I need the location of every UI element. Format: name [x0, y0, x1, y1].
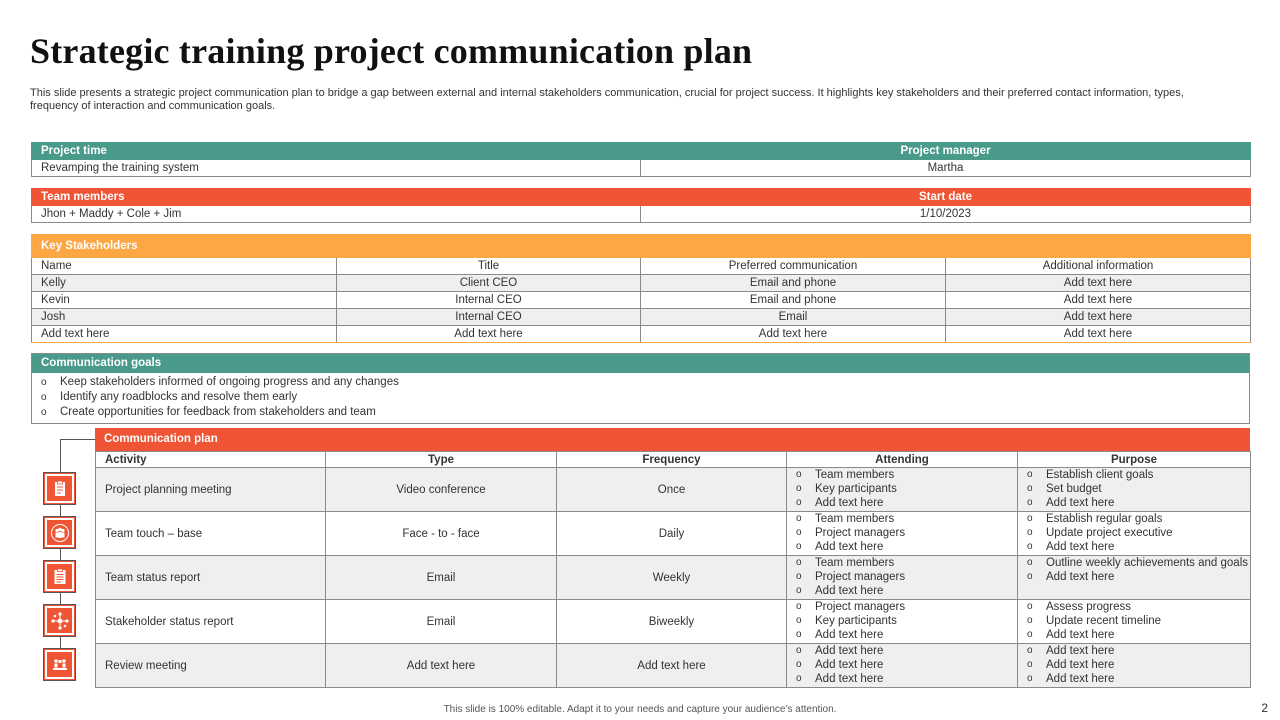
- goal-item: o Create opportunities for feedback from stakeholders and team: [41, 405, 1240, 420]
- attending-cell: [787, 512, 1018, 556]
- table-cell: Kevin: [32, 292, 337, 309]
- project-time-label: Project time: [32, 143, 641, 160]
- table-cell: Internal CEO: [337, 292, 641, 309]
- list-item-text: Team members: [815, 469, 895, 481]
- list-item-text: Update project executive: [1046, 527, 1173, 539]
- list-item-text: Project managers: [815, 527, 906, 539]
- list-item-text: Team members: [815, 557, 895, 569]
- list-item: o Add text here: [1027, 541, 1115, 553]
- clipboard-icon: [43, 472, 76, 505]
- activity-cell: Team touch – base: [96, 512, 326, 556]
- list-item: o Add text here: [1027, 659, 1115, 671]
- list-item-text: Key participants: [815, 483, 897, 495]
- list-item: o Add text here: [796, 585, 884, 597]
- activity-cell: Stakeholder status report: [96, 600, 326, 644]
- list-item-text: Establish client goals: [1046, 469, 1154, 481]
- list-item: o Add text here: [1027, 497, 1115, 509]
- list-item: o Outline weekly achievements and goals: [1027, 557, 1249, 569]
- table-row: [32, 309, 1251, 326]
- table-cell: Internal CEO: [337, 309, 641, 326]
- goal-item: o Identify any roadblocks and resolve them early: [41, 390, 1240, 405]
- slide-title: Strategic training project communication plan: [30, 31, 753, 71]
- table-row: [96, 644, 1251, 688]
- table-cell: Email and phone: [641, 275, 946, 292]
- list-item: o Team members: [796, 513, 895, 525]
- list-item-text: Project managers: [815, 601, 906, 613]
- team-members-value: Jhon + Maddy + Cole + Jim: [32, 206, 641, 223]
- meeting-icon: [43, 648, 76, 681]
- list-item: o Add text here: [1027, 629, 1115, 641]
- list-item-text: Update recent timeline: [1046, 615, 1162, 627]
- column-header: Title: [337, 258, 641, 275]
- table-cell: Email and phone: [641, 292, 946, 309]
- list-item-text: Add text here: [1046, 645, 1115, 657]
- project-info-table: [31, 142, 1251, 177]
- list-item: o Add text here: [796, 659, 884, 671]
- table-cell: Client CEO: [337, 275, 641, 292]
- purpose-cell: [1018, 512, 1251, 556]
- column-header: Purpose: [1018, 452, 1251, 468]
- purpose-cell: [1018, 556, 1251, 600]
- type-cell: Email: [326, 600, 557, 644]
- list-item: o Update recent timeline: [1027, 615, 1162, 627]
- table-row: [96, 512, 1251, 556]
- table-row: [32, 275, 1251, 292]
- list-item-text: Add text here: [1046, 673, 1115, 685]
- list-item: o Project managers: [796, 527, 906, 539]
- footer-note: This slide is 100% editable. Adapt it to your needs and capture your audience’s attention.: [443, 704, 837, 715]
- table-cell: Add text here: [32, 326, 337, 343]
- list-item: o Project managers: [796, 571, 906, 583]
- table-row: [96, 468, 1251, 512]
- table-cell: Email: [641, 309, 946, 326]
- table-cell: Add text here: [946, 292, 1251, 309]
- list-item-text: Add text here: [815, 541, 884, 553]
- communication-goals: [31, 353, 1250, 424]
- table-row: [96, 600, 1251, 644]
- table-row: [96, 556, 1251, 600]
- list-item: o Set budget: [1027, 483, 1102, 495]
- column-header: Preferred communication: [641, 258, 946, 275]
- plan-header: Communication plan: [95, 428, 1250, 451]
- list-item-text: Add text here: [815, 585, 884, 597]
- list-item: o Add text here: [796, 629, 884, 641]
- type-cell: Video conference: [326, 468, 557, 512]
- frequency-cell: Add text here: [557, 644, 787, 688]
- slide-subtitle: This slide presents a strategic project communication plan to bridge a gap between external and internal stakeholders communication, crucial for project success. It highlights key stakeholders and their preferred contact information, types, frequency of interaction and communication goals.: [30, 87, 1184, 112]
- frequency-cell: Daily: [557, 512, 787, 556]
- column-header: Additional information: [946, 258, 1251, 275]
- list-item: o Establish client goals: [1027, 469, 1154, 481]
- list-item-text: Key participants: [815, 615, 897, 627]
- timeline-connector-top: [60, 439, 95, 440]
- list-item: o Add text here: [1027, 673, 1115, 685]
- purpose-cell: [1018, 600, 1251, 644]
- table-row: [32, 326, 1251, 343]
- attending-cell: [787, 600, 1018, 644]
- team-icon: [43, 516, 76, 549]
- report-icon: [43, 560, 76, 593]
- list-item: o Assess progress: [1027, 601, 1132, 613]
- list-item-text: Add text here: [815, 673, 884, 685]
- stakeholders-table: [31, 234, 1251, 343]
- list-item-text: Project managers: [815, 571, 906, 583]
- table-cell: Kelly: [32, 275, 337, 292]
- list-item: o Team members: [796, 557, 895, 569]
- stakeholders-header: Key Stakeholders: [32, 235, 1251, 258]
- type-cell: Email: [326, 556, 557, 600]
- attending-cell: [787, 644, 1018, 688]
- communication-plan-table: [95, 451, 1251, 688]
- goal-item: o Keep stakeholders informed of ongoing progress and any changes: [41, 375, 1240, 390]
- column-header: Name: [32, 258, 337, 275]
- list-item: o Add text here: [1027, 571, 1115, 583]
- list-item-text: Add text here: [815, 497, 884, 509]
- start-date-value: 1/10/2023: [641, 206, 1251, 223]
- team-members-label: Team members: [32, 189, 641, 206]
- table-cell: Add text here: [641, 326, 946, 343]
- project-manager-value: Martha: [641, 160, 1251, 177]
- list-item-text: Add text here: [815, 629, 884, 641]
- activity-cell: Team status report: [96, 556, 326, 600]
- purpose-cell: [1018, 468, 1251, 512]
- list-item: o Establish regular goals: [1027, 513, 1163, 525]
- attending-cell: [787, 468, 1018, 512]
- list-item-text: Add text here: [1046, 571, 1115, 583]
- page-number: 2: [1261, 701, 1268, 715]
- list-item-text: Add text here: [1046, 497, 1115, 509]
- start-date-label: Start date: [641, 189, 1251, 206]
- project-time-value: Revamping the training system: [32, 160, 641, 177]
- table-cell: Add text here: [946, 309, 1251, 326]
- list-item-text: Team members: [815, 513, 895, 525]
- frequency-cell: Weekly: [557, 556, 787, 600]
- table-cell: Add text here: [337, 326, 641, 343]
- column-header: Activity: [96, 452, 326, 468]
- list-item: o Key participants: [796, 483, 897, 495]
- table-row: [32, 292, 1251, 309]
- table-cell: Add text here: [946, 326, 1251, 343]
- list-item: o Add text here: [1027, 645, 1115, 657]
- list-item: o Add text here: [796, 673, 884, 685]
- frequency-cell: Once: [557, 468, 787, 512]
- list-item: o Project managers: [796, 601, 906, 613]
- project-manager-label: Project manager: [641, 143, 1251, 160]
- list-item-text: Set budget: [1046, 483, 1102, 495]
- list-item-text: Add text here: [1046, 659, 1115, 671]
- goals-list: [32, 373, 1249, 423]
- activity-cell: Review meeting: [96, 644, 326, 688]
- list-item-text: Add text here: [1046, 541, 1115, 553]
- list-item: o Add text here: [796, 541, 884, 553]
- list-item-text: Add text here: [1046, 629, 1115, 641]
- list-item-text: Add text here: [815, 645, 884, 657]
- table-cell: Josh: [32, 309, 337, 326]
- network-icon: [43, 604, 76, 637]
- list-item: o Team members: [796, 469, 895, 481]
- list-item: o Add text here: [796, 645, 884, 657]
- list-item: o Update project executive: [1027, 527, 1173, 539]
- column-header: Frequency: [557, 452, 787, 468]
- list-item: o Add text here: [796, 497, 884, 509]
- goals-header: Communication goals: [32, 354, 1249, 373]
- list-item-text: Establish regular goals: [1046, 513, 1163, 525]
- column-header: Attending: [787, 452, 1018, 468]
- table-cell: Add text here: [946, 275, 1251, 292]
- type-cell: Add text here: [326, 644, 557, 688]
- column-header: Type: [326, 452, 557, 468]
- attending-cell: [787, 556, 1018, 600]
- list-item-text: Outline weekly achievements and goals: [1046, 557, 1249, 569]
- list-item-text: Assess progress: [1046, 601, 1132, 613]
- activity-cell: Project planning meeting: [96, 468, 326, 512]
- type-cell: Face - to - face: [326, 512, 557, 556]
- purpose-cell: [1018, 644, 1251, 688]
- list-item: o Key participants: [796, 615, 897, 627]
- list-item-text: Add text here: [815, 659, 884, 671]
- team-info-table: [31, 188, 1251, 223]
- frequency-cell: Biweekly: [557, 600, 787, 644]
